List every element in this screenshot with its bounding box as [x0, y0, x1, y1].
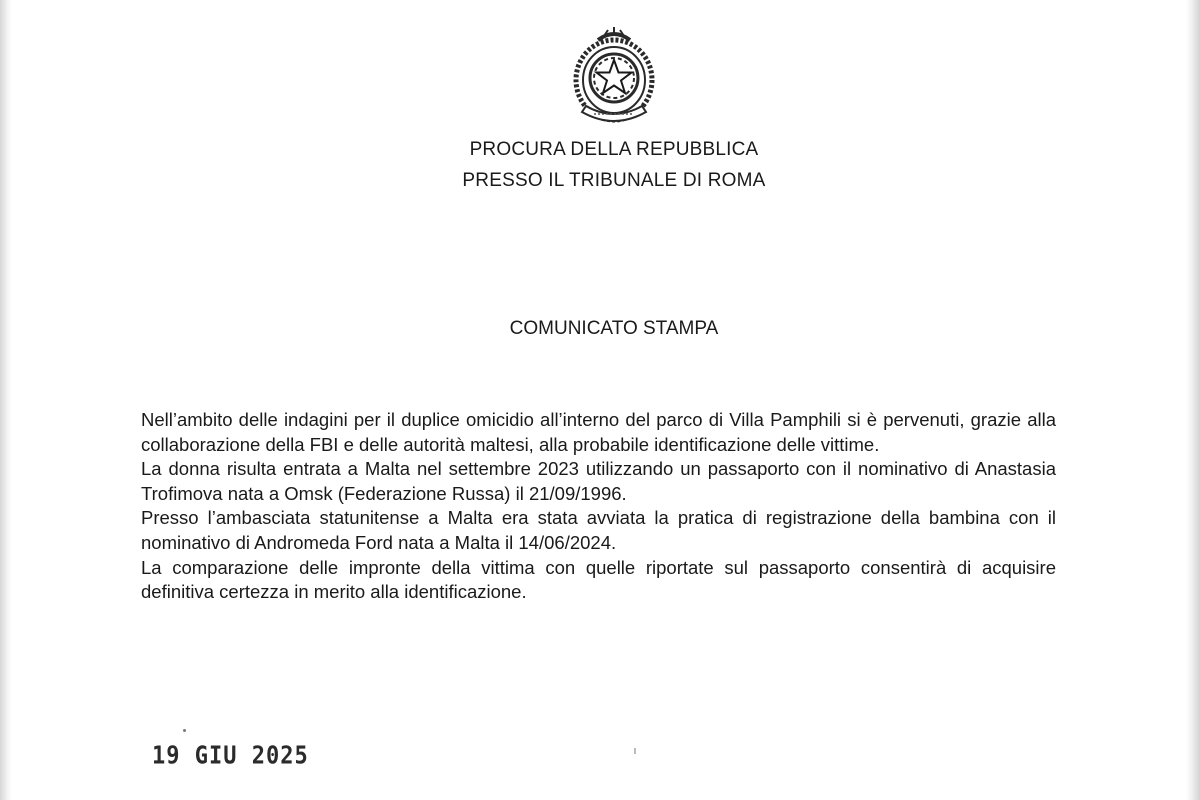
- paragraph-fingerprints: La comparazione delle impronte della vittima con quelle riportate sul passaporto consentirà di acquisire definitiva certezza in merito alla identificazione.: [141, 556, 1056, 603]
- date-stamp: 19 GIU 2025: [152, 742, 309, 770]
- page-edge-left: [0, 0, 12, 800]
- italian-republic-emblem-icon: [568, 26, 660, 130]
- ink-speck: [634, 748, 636, 754]
- paragraph-child: Presso l’ambasciata statunitense a Malta era stata avviata la pratica di registrazione della bambina con il nominativo di Andromeda Ford nata a Malta il 14/06/2024.: [141, 507, 1056, 553]
- document-title: COMUNICATO STAMPA: [509, 318, 719, 339]
- ink-speck: [183, 729, 186, 732]
- page-edge-right: [1186, 0, 1200, 800]
- paragraph-woman: La donna risulta entrata a Malta nel settembre 2023 utilizzando un passaporto con il nominativo di Anastasia Trofimova nata a Omsk (Federazione Russa) il 21/09/1996.: [141, 458, 1056, 504]
- header-office-name: PROCURA DELLA REPUBBLICA: [469, 139, 759, 160]
- press-release-body: [141, 408, 1056, 605]
- header-court-name: PRESSO IL TRIBUNALE DI ROMA: [462, 170, 766, 191]
- paragraph-identification: Nell’ambito delle indagini per il duplice omicidio all’interno del parco di Villa Pamphili si è pervenuti, grazie alla collaborazione della FBI e delle autorità maltesi, alla probabile identificazione delle vittime.: [141, 409, 1056, 455]
